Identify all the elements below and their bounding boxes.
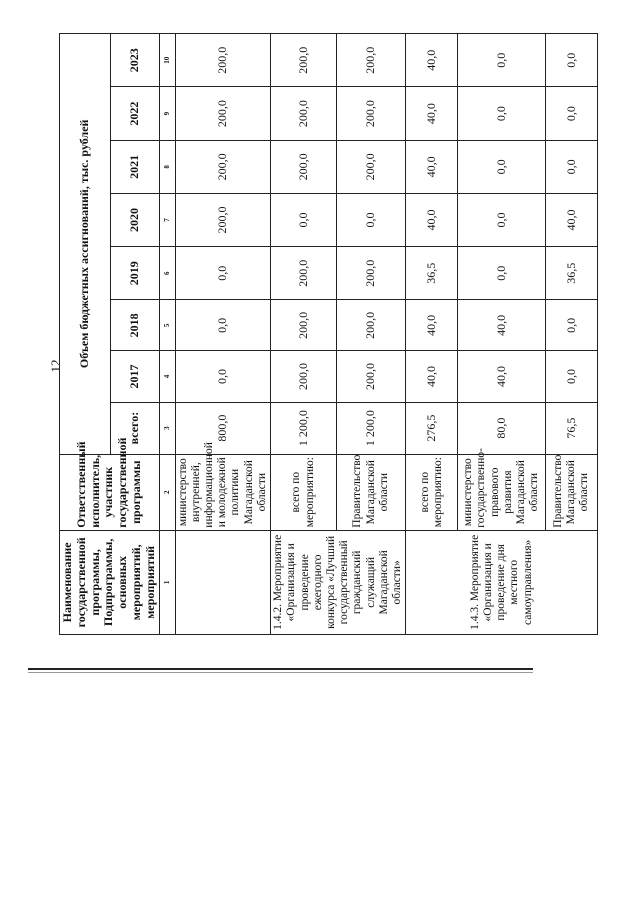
header-name: Наименование государственной программы, Подпрограммы, основных мероприятий, мероприятий bbox=[60, 530, 160, 634]
value-cell: 0,0 bbox=[337, 193, 406, 246]
value-cell: 0,0 bbox=[458, 247, 546, 300]
value-cell: 1 200,0 bbox=[271, 402, 337, 454]
column-number: 1 bbox=[159, 530, 175, 634]
executor-cell: всего по мероприятию: bbox=[271, 454, 337, 530]
value-cell: 36,5 bbox=[406, 247, 458, 300]
header-year: 2018 bbox=[110, 300, 159, 351]
header-year: 2022 bbox=[110, 87, 159, 140]
value-cell: 40,0 bbox=[458, 300, 546, 351]
event-name-empty bbox=[175, 530, 271, 634]
value-cell: 0,0 bbox=[458, 34, 546, 87]
executor-cell: Правительство Магаданской области bbox=[337, 454, 406, 530]
value-cell: 200,0 bbox=[337, 87, 406, 140]
value-cell: 276,5 bbox=[406, 402, 458, 454]
table-row bbox=[175, 34, 271, 635]
value-cell: 0,0 bbox=[458, 87, 546, 140]
page-number: 12 bbox=[48, 359, 63, 373]
value-cell: 200,0 bbox=[271, 87, 337, 140]
executor-cell: министерство государственно-правового развития Магаданской области bbox=[458, 454, 546, 530]
executor-cell: министерство внутренней, информационной и молодежной политики Магаданской области bbox=[175, 454, 271, 530]
horizontal-rule-faint bbox=[28, 672, 533, 673]
column-number: 8 bbox=[159, 140, 175, 193]
value-cell: 36,5 bbox=[546, 247, 598, 300]
value-cell: 200,0 bbox=[175, 140, 271, 193]
value-cell: 200,0 bbox=[337, 351, 406, 402]
value-cell: 0,0 bbox=[175, 351, 271, 402]
event-name: 1.4.3. Мероприятие «Организация и проведение дня местного самоуправления» bbox=[406, 530, 598, 634]
table-row bbox=[406, 34, 458, 635]
column-number: 4 bbox=[159, 351, 175, 402]
value-cell: 40,0 bbox=[406, 34, 458, 87]
header-budget-group: Объем бюджетных ассигнований, тыс. рублей bbox=[60, 34, 111, 455]
value-cell: 0,0 bbox=[458, 140, 546, 193]
value-cell: 40,0 bbox=[458, 351, 546, 402]
budget-table bbox=[59, 33, 598, 635]
header-year: 2017 bbox=[110, 351, 159, 402]
header-executor: Ответственный исполнитель, участник государственной программы bbox=[60, 454, 160, 530]
column-number: 10 bbox=[159, 34, 175, 87]
value-cell: 0,0 bbox=[546, 351, 598, 402]
table-row bbox=[271, 34, 337, 635]
value-cell: 40,0 bbox=[546, 193, 598, 246]
column-number: 9 bbox=[159, 87, 175, 140]
value-cell: 200,0 bbox=[271, 351, 337, 402]
value-cell: 200,0 bbox=[271, 247, 337, 300]
value-cell: 0,0 bbox=[546, 140, 598, 193]
header-year: 2019 bbox=[110, 247, 159, 300]
column-number: 6 bbox=[159, 247, 175, 300]
column-number: 2 bbox=[159, 454, 175, 530]
value-cell: 200,0 bbox=[271, 140, 337, 193]
header-year: 2020 bbox=[110, 193, 159, 246]
column-number: 3 bbox=[159, 402, 175, 454]
column-number: 5 bbox=[159, 300, 175, 351]
value-cell: 0,0 bbox=[175, 247, 271, 300]
value-cell: 200,0 bbox=[271, 300, 337, 351]
executor-cell: Правительство Магаданской области bbox=[546, 454, 598, 530]
horizontal-rule bbox=[28, 668, 533, 670]
rotated-table-wrapper bbox=[59, 33, 591, 635]
column-number: 7 bbox=[159, 193, 175, 246]
value-cell: 200,0 bbox=[337, 34, 406, 87]
value-cell: 0,0 bbox=[175, 300, 271, 351]
header-year: 2023 bbox=[110, 34, 159, 87]
value-cell: 200,0 bbox=[175, 34, 271, 87]
value-cell: 40,0 bbox=[406, 351, 458, 402]
value-cell: 200,0 bbox=[337, 300, 406, 351]
executor-cell: всего по мероприятию: bbox=[406, 454, 458, 530]
value-cell: 0,0 bbox=[546, 34, 598, 87]
value-cell: 200,0 bbox=[337, 140, 406, 193]
value-cell: 0,0 bbox=[271, 193, 337, 246]
header-year: 2021 bbox=[110, 140, 159, 193]
value-cell: 800,0 bbox=[175, 402, 271, 454]
value-cell: 40,0 bbox=[406, 300, 458, 351]
value-cell: 80,0 bbox=[458, 402, 546, 454]
value-cell: 40,0 bbox=[406, 193, 458, 246]
value-cell: 0,0 bbox=[546, 300, 598, 351]
event-name: 1.4.2. Мероприятие «Организация и проведение ежегодного конкурса «Лучший государственный гражданский служащий Магаданской области» bbox=[271, 530, 406, 634]
value-cell: 40,0 bbox=[406, 87, 458, 140]
value-cell: 0,0 bbox=[546, 87, 598, 140]
value-cell: 200,0 bbox=[337, 247, 406, 300]
value-cell: 0,0 bbox=[458, 193, 546, 246]
value-cell: 76,5 bbox=[546, 402, 598, 454]
value-cell: 40,0 bbox=[406, 140, 458, 193]
header-total: всего: bbox=[110, 402, 159, 454]
value-cell: 200,0 bbox=[271, 34, 337, 87]
value-cell: 1 200,0 bbox=[337, 402, 406, 454]
value-cell: 200,0 bbox=[175, 193, 271, 246]
value-cell: 200,0 bbox=[175, 87, 271, 140]
